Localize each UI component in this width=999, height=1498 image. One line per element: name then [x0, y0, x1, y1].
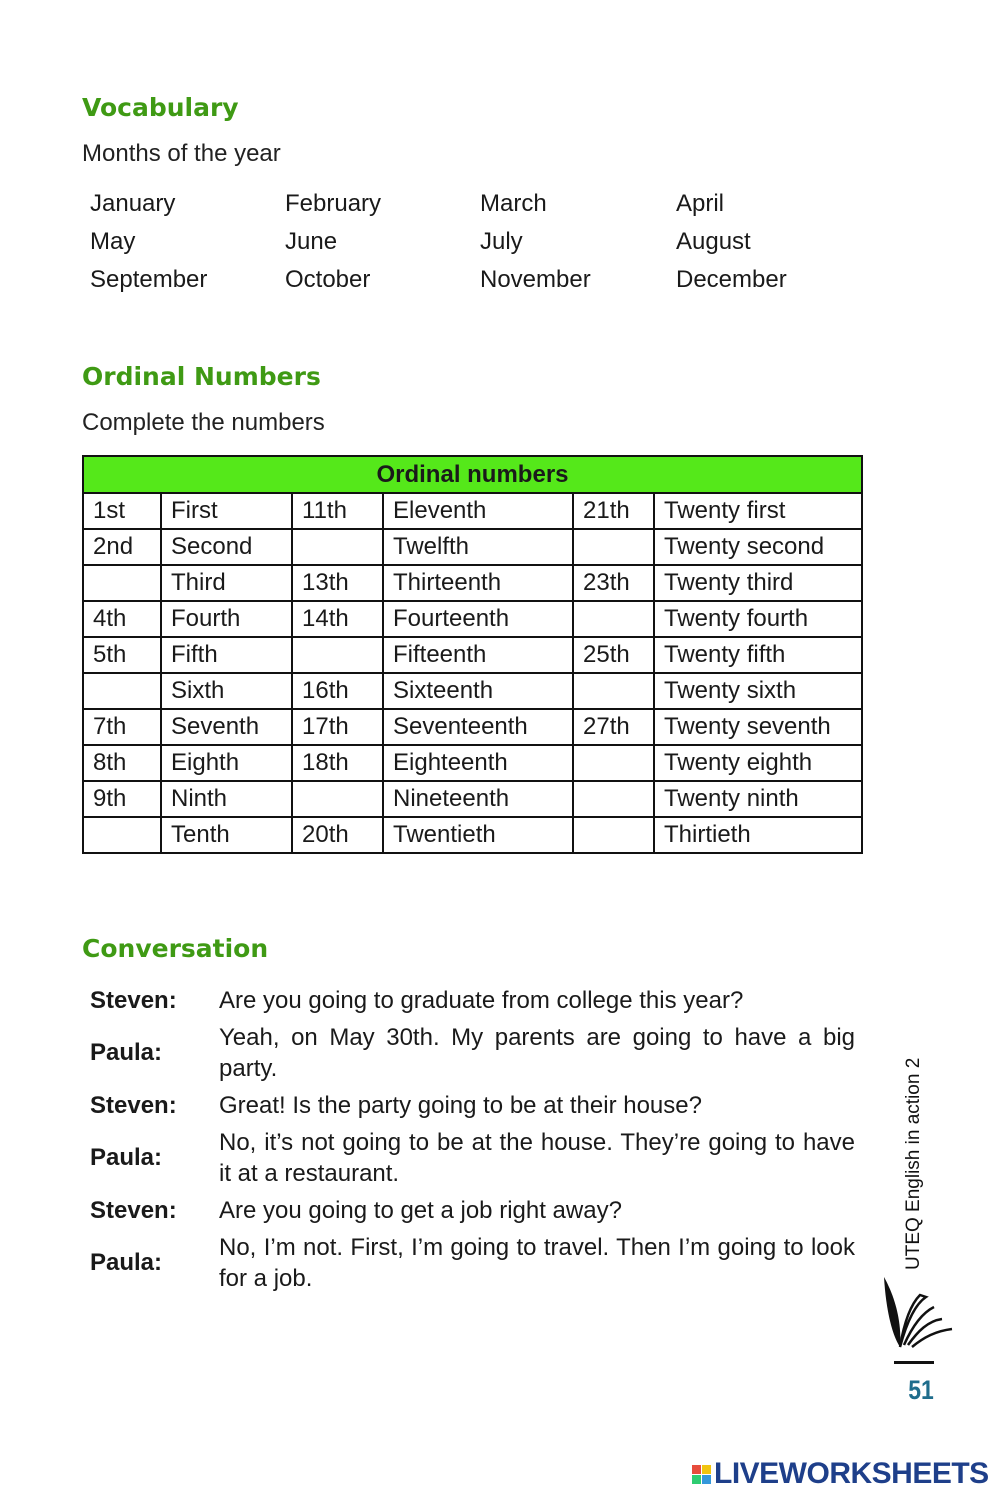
- answer-input[interactable]: [302, 533, 382, 561]
- conversation-line: [90, 1090, 855, 1121]
- table-cell: 27th: [573, 709, 654, 745]
- table-cell: Ninth: [161, 781, 292, 817]
- conversation-heading: Conversation: [82, 934, 269, 963]
- answer-cell[interactable]: [573, 817, 654, 853]
- answer-cell[interactable]: [573, 673, 654, 709]
- table-cell: Sixth: [161, 673, 292, 709]
- month-item: August: [676, 228, 751, 255]
- answer-input[interactable]: [93, 821, 160, 849]
- answer-input[interactable]: [583, 677, 653, 705]
- table-cell: Twenty sixth: [654, 673, 862, 709]
- table-row: [83, 529, 862, 565]
- line-text: Are you going to graduate from college this year?: [219, 987, 744, 1014]
- table-title: Ordinal numbers: [83, 456, 862, 493]
- book-title: UTEQ English in action 2: [903, 1057, 924, 1270]
- speaker: Steven:: [90, 1196, 177, 1224]
- table-cell: Twelfth: [383, 529, 573, 565]
- table-cell: First: [161, 493, 292, 529]
- table-cell: 16th: [292, 673, 383, 709]
- table-cell: Thirtieth: [654, 817, 862, 853]
- table-cell: Twenty ninth: [654, 781, 862, 817]
- table-cell: Nineteenth: [383, 781, 573, 817]
- logo-text: LIVEWORKSHEETS: [714, 1457, 989, 1490]
- table-cell: Sixteenth: [383, 673, 573, 709]
- ordinal-table: [82, 455, 863, 854]
- table-cell: 11th: [292, 493, 383, 529]
- month-item: September: [90, 266, 208, 293]
- conversation-line: [90, 1195, 855, 1226]
- answer-cell[interactable]: [83, 565, 161, 601]
- answer-input[interactable]: [583, 785, 653, 813]
- table-cell: 2nd: [83, 529, 161, 565]
- table-cell: Twenty seventh: [654, 709, 862, 745]
- table-cell: 7th: [83, 709, 161, 745]
- speaker: Paula:: [90, 1039, 163, 1066]
- table-cell: 5th: [83, 637, 161, 673]
- answer-cell[interactable]: [573, 601, 654, 637]
- answer-cell[interactable]: [573, 745, 654, 781]
- month-item: July: [480, 228, 523, 255]
- answer-input[interactable]: [583, 821, 653, 849]
- answer-cell[interactable]: [292, 529, 383, 565]
- line-text: Great! Is the party going to be at their house?: [219, 1092, 702, 1119]
- answer-input[interactable]: [93, 569, 160, 597]
- table-cell: 25th: [573, 637, 654, 673]
- answer-input[interactable]: [302, 785, 382, 813]
- table-row: [83, 745, 862, 781]
- table-cell: Eighth: [161, 745, 292, 781]
- month-item: June: [285, 228, 338, 255]
- table-cell: Second: [161, 529, 292, 565]
- table-cell: Twenty second: [654, 529, 862, 565]
- table-row: [83, 565, 862, 601]
- line-text: Are you going to get a job right away?: [219, 1197, 622, 1224]
- table-cell: Third: [161, 565, 292, 601]
- table-row: [83, 637, 862, 673]
- conversation-line: [90, 1127, 855, 1189]
- table-cell: Eleventh: [383, 493, 573, 529]
- table-cell: Thirteenth: [383, 565, 573, 601]
- month-item: May: [90, 228, 136, 255]
- answer-input[interactable]: [302, 641, 382, 669]
- month-item: February: [285, 190, 382, 217]
- conversation-line: [90, 1022, 855, 1084]
- answer-cell[interactable]: [573, 529, 654, 565]
- table-row: [83, 493, 862, 529]
- table-cell: 9th: [83, 781, 161, 817]
- table-cell: 23th: [573, 565, 654, 601]
- table-cell: Twenty fifth: [654, 637, 862, 673]
- table-cell: Seventh: [161, 709, 292, 745]
- table-cell: Seventeenth: [383, 709, 573, 745]
- answer-cell[interactable]: [573, 781, 654, 817]
- table-row: [83, 781, 862, 817]
- table-row: [83, 601, 862, 637]
- liveworksheets-logo: [692, 1457, 989, 1491]
- table-cell: Fifteenth: [383, 637, 573, 673]
- table-cell: Fourteenth: [383, 601, 573, 637]
- table-cell: 8th: [83, 745, 161, 781]
- answer-cell[interactable]: [83, 673, 161, 709]
- conversation-line: [90, 985, 855, 1016]
- vocabulary-subtitle: Months of the year: [82, 140, 281, 167]
- divider: [894, 1361, 934, 1364]
- table-cell: 17th: [292, 709, 383, 745]
- table-cell: Tenth: [161, 817, 292, 853]
- table-cell: 18th: [292, 745, 383, 781]
- answer-input[interactable]: [583, 605, 653, 633]
- month-item: January: [90, 190, 176, 217]
- table-cell: 20th: [292, 817, 383, 853]
- answer-cell[interactable]: [292, 781, 383, 817]
- month-item: December: [676, 266, 787, 293]
- table-cell: Eighteenth: [383, 745, 573, 781]
- table-cell: Twenty first: [654, 493, 862, 529]
- month-item: March: [480, 190, 547, 217]
- table-cell: Twenty third: [654, 565, 862, 601]
- line-text: No, it’s not going to be at the house. They’re going to have it at a restaurant.: [219, 1129, 855, 1187]
- table-cell: Twenty fourth: [654, 601, 862, 637]
- table-row: [83, 673, 862, 709]
- month-item: April: [676, 190, 725, 217]
- speaker: Steven:: [90, 986, 177, 1014]
- line-text: No, I’m not. First, I’m going to travel. Then I’m going to look for a job.: [219, 1234, 855, 1292]
- table-cell: Fourth: [161, 601, 292, 637]
- month-item: October: [285, 266, 371, 293]
- conversation-line: [90, 1232, 855, 1294]
- answer-input[interactable]: [93, 677, 160, 705]
- ordinal-heading: Ordinal Numbers: [82, 362, 321, 391]
- speaker: Steven:: [90, 1091, 177, 1119]
- table-row: [83, 709, 862, 745]
- conversation: [90, 985, 855, 1300]
- speaker: Paula:: [90, 1144, 163, 1171]
- month-item: November: [480, 266, 591, 293]
- table-cell: 21th: [573, 493, 654, 529]
- ordinal-subtitle: Complete the numbers: [82, 409, 325, 436]
- table-cell: 13th: [292, 565, 383, 601]
- answer-input[interactable]: [583, 749, 653, 777]
- vocabulary-heading: Vocabulary: [82, 93, 239, 122]
- table-cell: 1st: [83, 493, 161, 529]
- table-cell: 4th: [83, 601, 161, 637]
- table-cell: Fifth: [161, 637, 292, 673]
- page-number: 51: [908, 1375, 934, 1405]
- answer-cell[interactable]: [292, 637, 383, 673]
- answer-cell[interactable]: [83, 817, 161, 853]
- months-list: [90, 188, 871, 295]
- answer-input[interactable]: [583, 533, 653, 561]
- speaker: Paula:: [90, 1249, 163, 1276]
- table-cell: Twenty eighth: [654, 745, 862, 781]
- table-cell: Twentieth: [383, 817, 573, 853]
- book-icon: [880, 1275, 956, 1350]
- table-row: [83, 817, 862, 853]
- table-cell: 14th: [292, 601, 383, 637]
- line-text: Yeah, on May 30th. My parents are going to have a big party.: [219, 1024, 855, 1082]
- logo-icon: [692, 1465, 711, 1484]
